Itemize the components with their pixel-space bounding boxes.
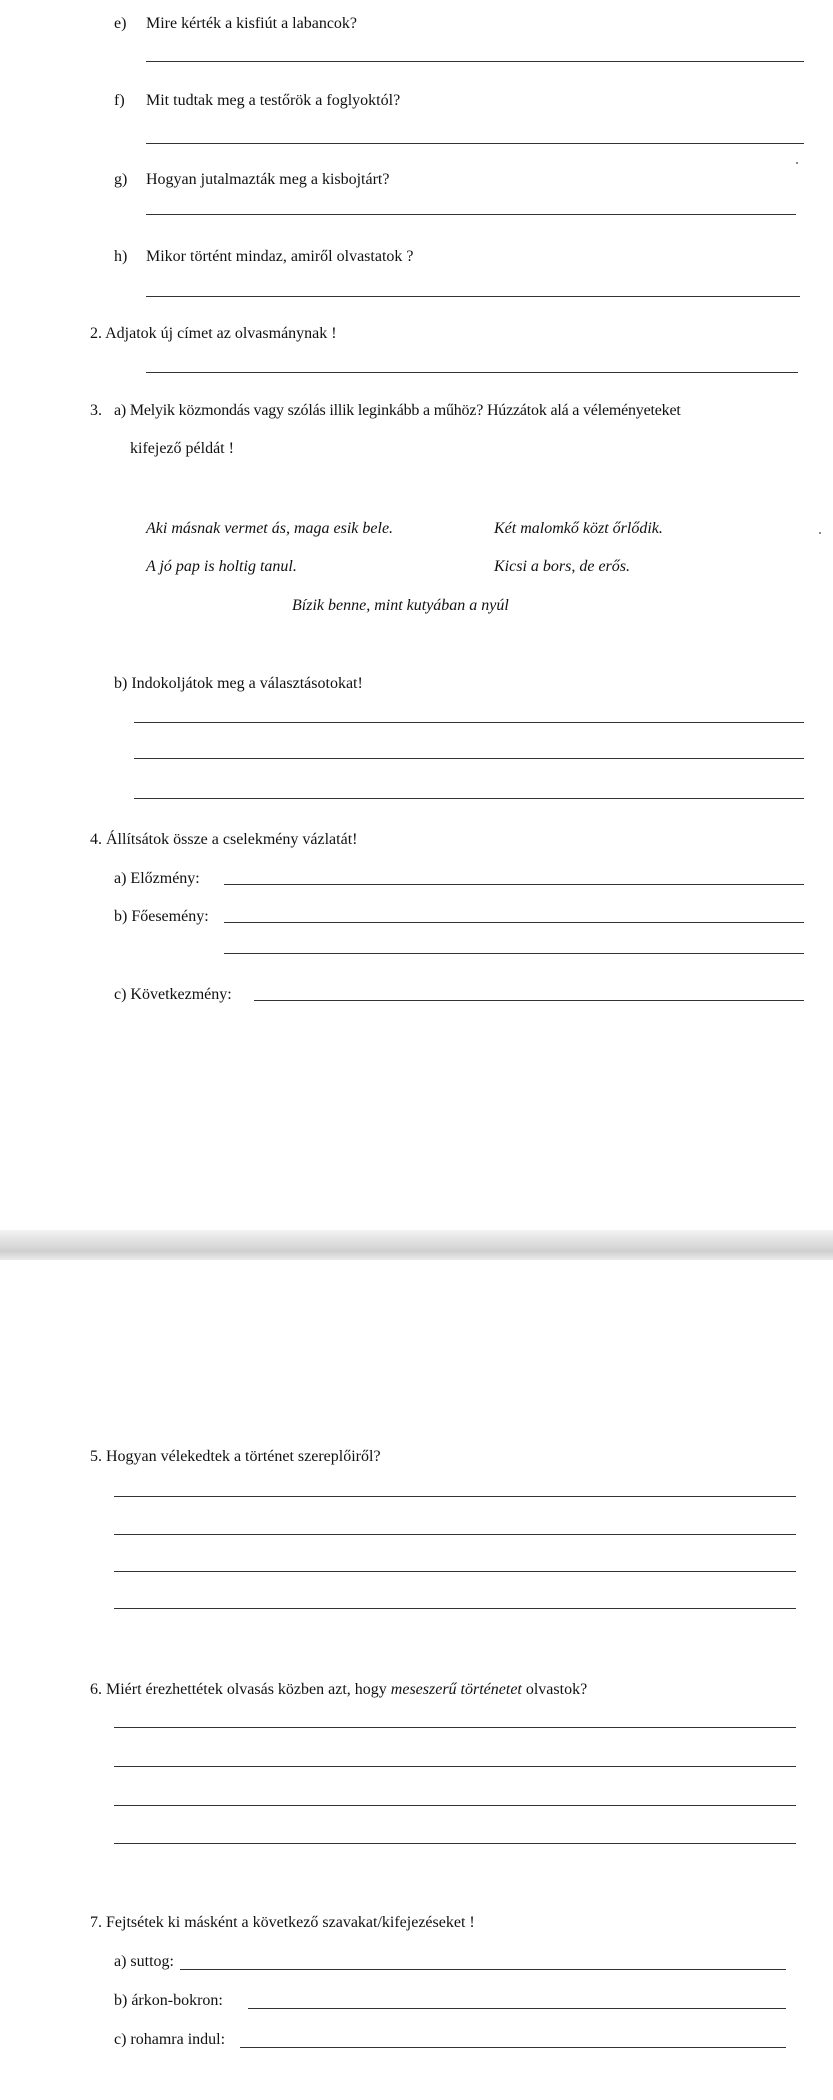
question-text: 2. Adjatok új címet az olvasmánynak !: [90, 325, 337, 342]
question-text: 4. Állítsátok össze a cselekmény vázlatát!: [90, 831, 358, 848]
question-label: g): [114, 171, 128, 188]
outline-label: b) Főesemény:: [114, 908, 209, 925]
proverb-option[interactable]: Kicsi a bors, de erős.: [494, 558, 630, 575]
proverb-option[interactable]: Két malomkő közt őrlődik.: [494, 520, 663, 537]
answer-line[interactable]: [134, 758, 804, 759]
question-text: Mire kérték a kisfiút a labancok?: [146, 15, 358, 32]
question-label: e): [114, 15, 127, 32]
proverb-option[interactable]: Bízik benne, mint kutyában a nyúl: [292, 597, 509, 614]
answer-line[interactable]: [146, 61, 804, 62]
question-text-end: olvastok?: [521, 1681, 588, 1698]
question-text: Mit tudtak meg a testőrök a foglyoktól?: [146, 92, 401, 109]
outline-label: a) Előzmény:: [114, 870, 200, 887]
answer-line[interactable]: [146, 143, 804, 144]
answer-line[interactable]: [134, 722, 804, 723]
speck: [819, 532, 821, 534]
question-number: 3.: [90, 402, 102, 419]
answer-line[interactable]: [114, 1534, 796, 1535]
proverb-option[interactable]: Aki másnak vermet ás, maga esik bele.: [146, 520, 394, 537]
answer-line[interactable]: [254, 1000, 804, 1001]
question-text-italic: meseszerű történetet: [390, 1681, 522, 1698]
term-label: c) rohamra indul:: [114, 2031, 226, 2048]
answer-line[interactable]: [146, 214, 796, 215]
answer-line[interactable]: [224, 953, 804, 954]
page-break: [0, 1230, 833, 1260]
question-text: [90, 1680, 587, 1700]
outline-label: c) Következmény:: [114, 986, 232, 1003]
answer-line[interactable]: [146, 372, 798, 373]
question-text: 5. Hogyan vélekedtek a történet szereplőiről?: [90, 1448, 381, 1465]
speck: [796, 162, 798, 164]
proverb-option[interactable]: A jó pap is holtig tanul.: [146, 558, 297, 575]
question-label: h): [114, 248, 128, 265]
answer-line[interactable]: [248, 2008, 786, 2009]
answer-line[interactable]: [224, 922, 804, 923]
question-text-cont: kifejező példát !: [130, 440, 234, 457]
answer-line[interactable]: [114, 1843, 796, 1844]
answer-line[interactable]: [114, 1496, 796, 1497]
answer-line[interactable]: [114, 1608, 796, 1609]
question-text: b) Indokoljátok meg a választásotokat!: [114, 675, 363, 692]
answer-line[interactable]: [224, 884, 804, 885]
term-label: a) suttog:: [114, 1953, 174, 1970]
answer-line[interactable]: [114, 1727, 796, 1728]
question-text: 7. Fejtsétek ki másként a következő szavakat/kifejezéseket !: [90, 1914, 475, 1931]
question-text: Mikor történt mindaz, amiről olvastatok ?: [146, 248, 414, 265]
answer-line[interactable]: [114, 1805, 796, 1806]
question-text: Hogyan jutalmazták meg a kisbojtárt?: [146, 171, 390, 188]
answer-line[interactable]: [180, 1969, 786, 1970]
term-label: b) árkon-bokron:: [114, 1992, 223, 2009]
answer-line[interactable]: [134, 798, 804, 799]
answer-line[interactable]: [114, 1571, 796, 1572]
answer-line[interactable]: [146, 296, 800, 297]
question-text: a) Melyik közmondás vagy szólás illik leginkább a műhöz? Húzzátok alá a véleményeteket: [114, 402, 681, 419]
answer-line[interactable]: [114, 1766, 796, 1767]
question-text-start: 6. Miért érezhettétek olvasás közben azt, hogy: [90, 1681, 391, 1698]
answer-line[interactable]: [240, 2047, 786, 2048]
question-label: f): [114, 92, 125, 109]
